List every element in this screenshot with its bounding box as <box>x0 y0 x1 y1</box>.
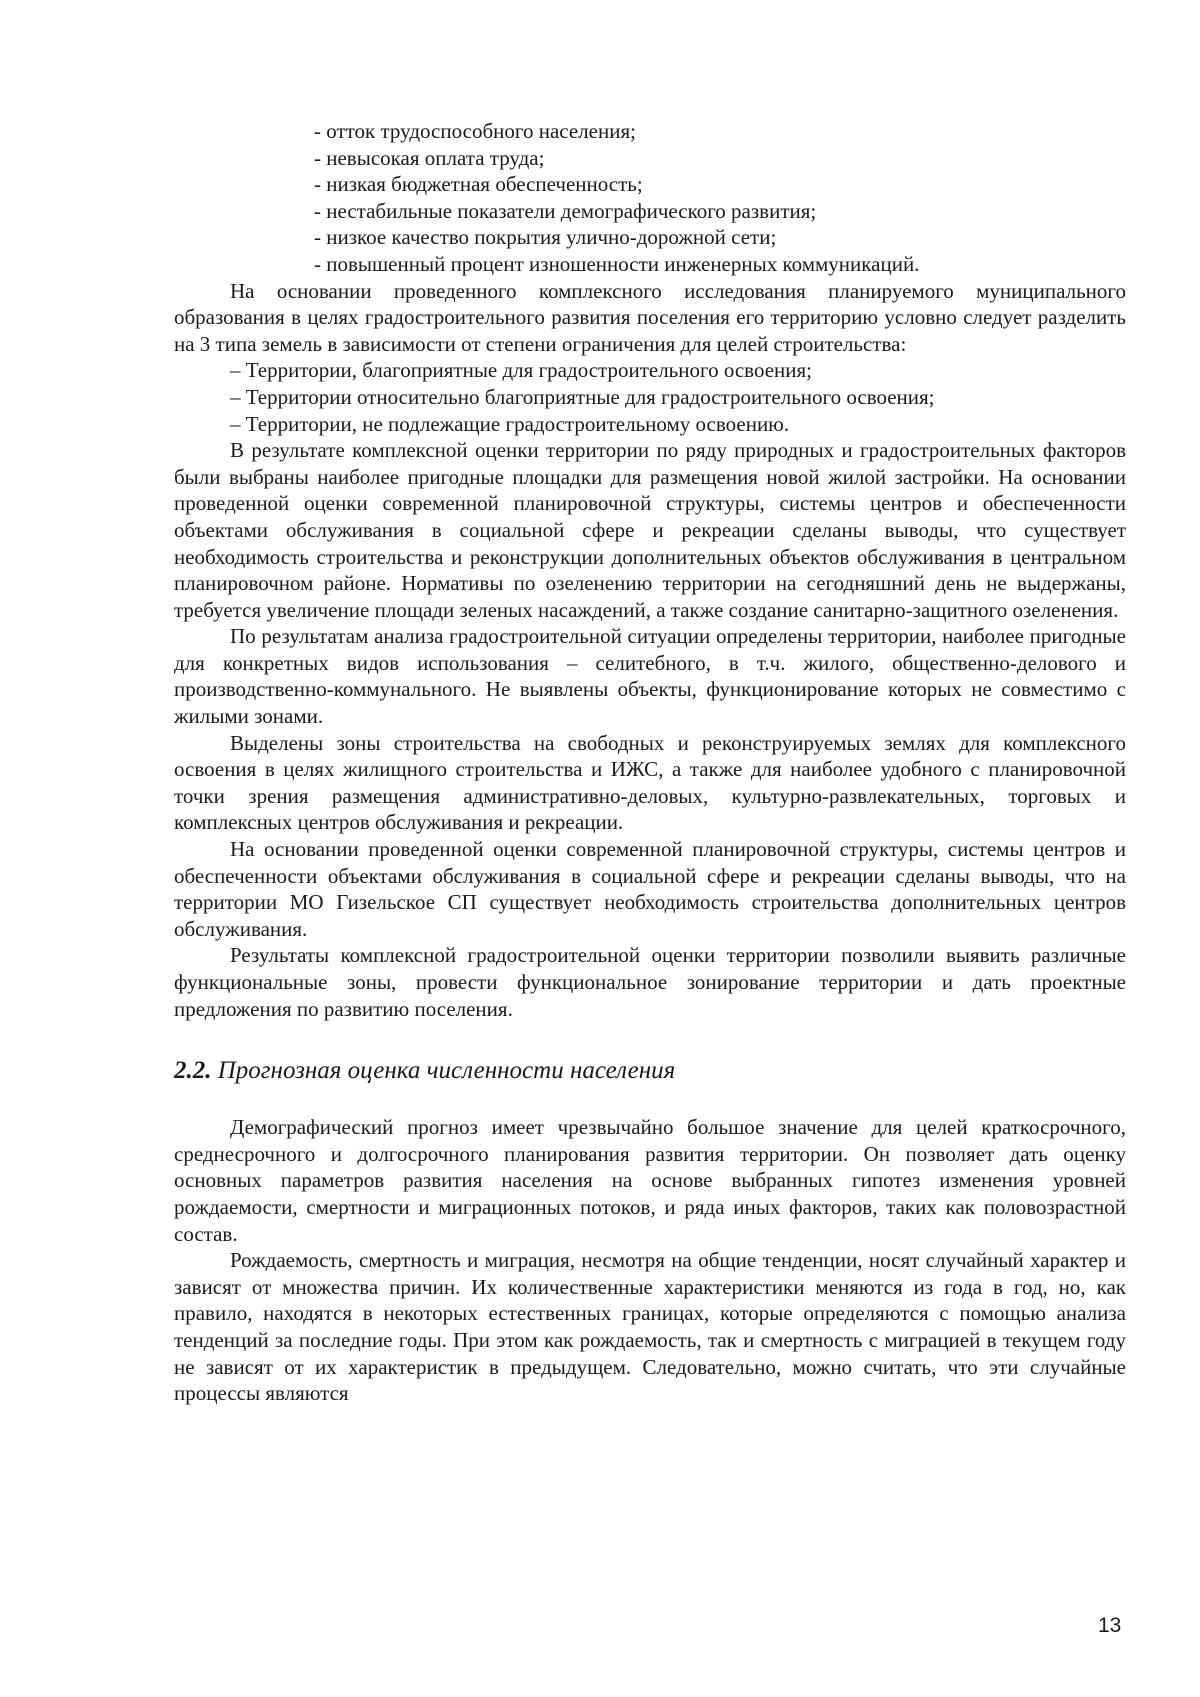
list-item: - низкое качество покрытия улично-дорожной сети; <box>314 225 777 250</box>
document-page <box>174 118 1126 1407</box>
paragraph: Демографический прогноз имеет чрезвычайно большое значение для целей краткосрочного, среднесрочного и долгосрочного планирования развития территории. Он позволяет дать оценку основных параметров развития населения на основе выбранных гипотез изменения уровней рождаемости, смертности и миграционных потоков, и ряда иных факторов, таких как половозрастной состав. <box>174 1115 1126 1246</box>
paragraph: Результаты комплексной градостроительной оценки территории позволили выявить различные функциональные зоны, провести функциональное зонирование территории и дать проектные предложения по развитию поселения. <box>174 943 1126 1021</box>
paragraph: На основании проведенной оценки современной планировочной структуры, системы центров и обеспеченности объектами обслуживания в социальной сфере и рекреации сделаны выводы, что на территории МО Гизельское СП существует необходимость строительства дополнительных центров обслуживания. <box>174 837 1126 941</box>
list-item: - нестабильные показатели демографического развития; <box>314 198 817 223</box>
paragraph: На основании проведенного комплексного исследования планируемого муниципального образования в целях градостроительного развития поселения его территорию условно следует разделить на 3 типа земель в зависимости от степени ограничения для целей строительства: <box>174 278 1126 356</box>
paragraph: Рождаемость, смертность и миграция, несмотря на общие тенденции, носят случайный характер и зависят от множества причин. Их количественные характеристики меняются из года в год, но, как правило, находятся в некоторых естественных границах, которые определяются с помощью анализа тенденций за последние годы. При этом как рождаемость, так и смертность с миграцией в текущем году не зависят от их характеристик в предыдущем. Следовательно, можно считать, что эти случайные процессы являются <box>174 1248 1126 1406</box>
paragraph: Выделены зоны строительства на свободных и реконструируемых землях для комплексного освоения в целях жилищного строительства и ИЖС, а также для наиболее удобного с планировочной точки зрения размещения административно-деловых, культурно-развлекательных, торговых и комплексных центров обслуживания и рекреации. <box>174 730 1126 835</box>
list-item: - повышенный процент изношенности инженерных коммуникаций. <box>314 251 920 276</box>
section-title: Прогнозная оценка численности населения <box>217 1057 676 1085</box>
territory-types-list <box>230 357 1126 437</box>
paragraph: По результатам анализа градостроительной ситуации определены территории, наиболее пригодные для конкретных видов использования – селитебного, в т.ч. жилого, общественно-делового и производственно-коммунального. Не выявлены объекты, функционирование которых не совместимо с жилыми зонами. <box>174 624 1126 729</box>
list-item: - отток трудоспособного населения; <box>314 119 636 143</box>
section-heading <box>174 1056 1126 1086</box>
list-item: - невысокая оплата труда; <box>314 145 545 170</box>
list-item: – Территории, благоприятные для градостроительного освоения; <box>230 358 813 383</box>
list-item: – Территории относительно благоприятные для градостроительного освоения; <box>230 384 935 409</box>
paragraph: В результате комплексной оценки территории по ряду природных и градостроительных факторов были выбраны наиболее пригодные площадки для размещения новой жилой застройки. На основании проведенной оценки современной планировочной структуры, системы центров и обеспеченности объектами обслуживания в социальной сфере и рекреации сделаны выводы, что существует необходимость строительства и реконструкции дополнительных объектов обслуживания в центральном планировочном районе. Нормативы по озеленению территории на сегодняшний день не выдержаны, требуется увеличение площади зеленых насаждений, а также создание санитарно-защитного озеленения. <box>174 438 1126 622</box>
list-item: - низкая бюджетная обеспеченность; <box>314 172 643 197</box>
problems-list <box>314 118 1126 278</box>
page-number: 13 <box>1098 1614 1122 1637</box>
list-item: – Территории, не подлежащие градостроительному освоению. <box>230 411 790 436</box>
section-number: 2.2. <box>174 1057 212 1085</box>
